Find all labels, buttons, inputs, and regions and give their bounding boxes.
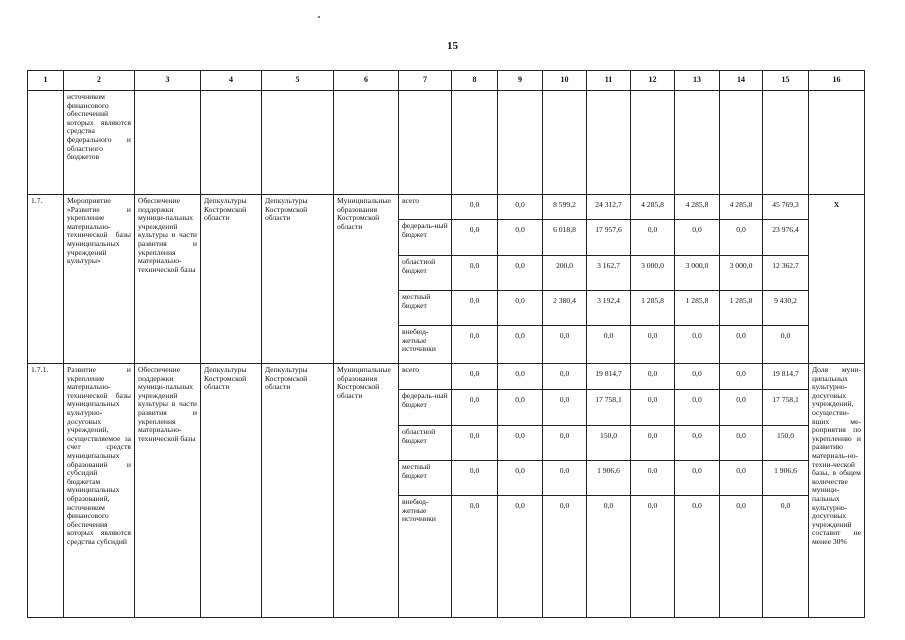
responsible-executor: Депкультуры Костромской области [201, 195, 262, 364]
header-cell: 10 [543, 71, 587, 91]
table-cell [675, 91, 720, 195]
header-cell: 15 [763, 71, 809, 91]
participants: Муниципальные образования Костромской области [334, 195, 399, 364]
value-cell: 0,0 [543, 364, 587, 390]
value-cell: 45 769,3 [763, 195, 809, 220]
indicator-cell: X [809, 195, 865, 364]
value-cell: 0,0 [631, 461, 675, 496]
value-cell: 0,0 [498, 195, 543, 220]
table-cell [587, 91, 631, 195]
table-cell [334, 91, 399, 195]
value-cell: 150,0 [763, 426, 809, 461]
value-cell: 0,0 [631, 326, 675, 364]
source-label: внебюд-жетные источники [399, 496, 452, 618]
value-cell: 0,0 [498, 291, 543, 326]
value-cell: 0,0 [675, 461, 720, 496]
table-cell [135, 91, 201, 195]
indicator-cell: Доля муни-ципальных культурно-досуговых учреждений, осуществи-вших ме-роприятия по укреплению и развитию материаль-но-техни-ческой базы, в общем количестве муници-пальных культурно-досуговых учреждений составит не менее 30% [809, 364, 865, 618]
value-cell: 0,0 [675, 390, 720, 426]
value-cell: 19 814,7 [763, 364, 809, 390]
value-cell: 0,0 [452, 426, 498, 461]
value-cell: 0,0 [498, 364, 543, 390]
header-cell: 9 [498, 71, 543, 91]
value-cell: 2 380,4 [543, 291, 587, 326]
value-cell: 0,0 [543, 496, 587, 618]
value-cell: 0,0 [452, 461, 498, 496]
value-cell: 0,0 [631, 390, 675, 426]
value-cell: 17 758,1 [587, 390, 631, 426]
main-manager: Депкультуры Костромской области [262, 195, 334, 364]
value-cell: 1 285,8 [631, 291, 675, 326]
value-cell: 0,0 [498, 496, 543, 618]
value-cell: 12 362,7 [763, 256, 809, 291]
continuation-row [28, 91, 865, 195]
header-cell: 8 [452, 71, 498, 91]
value-cell: 0,0 [543, 326, 587, 364]
value-cell: 0,0 [631, 496, 675, 618]
value-cell: 17 758,1 [763, 390, 809, 426]
value-cell: 0,0 [498, 390, 543, 426]
measure-purpose: Обеспечение поддержки муници-пальных учреждений культуры в части развития и укрепления материально-технической базы [135, 195, 201, 364]
value-cell: 3 000,0 [675, 256, 720, 291]
header-cell: 2 [64, 71, 135, 91]
value-cell: 0,0 [452, 256, 498, 291]
source-label: областной бюджет [399, 256, 452, 291]
responsible-executor: Депкультуры Костромской области [201, 364, 262, 618]
value-cell: 3 192,4 [587, 291, 631, 326]
value-cell: 4 285,8 [675, 195, 720, 220]
value-cell: 0,0 [587, 496, 631, 618]
value-cell: 6 018,8 [543, 220, 587, 256]
value-cell: 0,0 [631, 426, 675, 461]
value-cell: 0,0 [720, 364, 763, 390]
value-cell: 0,0 [587, 326, 631, 364]
header-cell: 13 [675, 71, 720, 91]
value-cell: 1 285,8 [720, 291, 763, 326]
value-cell: 0,0 [720, 220, 763, 256]
value-cell: 0,0 [720, 390, 763, 426]
value-cell: 0,0 [675, 496, 720, 618]
header-cell: 1 [28, 71, 64, 91]
value-cell: 0,0 [675, 326, 720, 364]
page-number: 15 [447, 40, 458, 52]
value-cell: 0,0 [452, 390, 498, 426]
value-cell: 0,0 [498, 256, 543, 291]
value-cell: 8 599,2 [543, 195, 587, 220]
header-cell: 6 [334, 71, 399, 91]
value-cell: 0,0 [452, 326, 498, 364]
source-label: местный бюджет [399, 291, 452, 326]
main-manager: Депкультуры Костромской области [262, 364, 334, 618]
value-cell: 4 285,8 [631, 195, 675, 220]
value-cell: 0,0 [720, 461, 763, 496]
header-cell: 12 [631, 71, 675, 91]
value-cell: 0,0 [631, 364, 675, 390]
value-cell: 0,0 [452, 291, 498, 326]
value-cell: 0,0 [543, 461, 587, 496]
table-cell [452, 91, 498, 195]
header-cell: 16 [809, 71, 865, 91]
table-row [28, 364, 865, 390]
scan-speck [318, 16, 320, 18]
table-cell [631, 91, 675, 195]
source-label: федераль-ный бюджет [399, 390, 452, 426]
value-cell: 1 906,6 [587, 461, 631, 496]
table-cell [720, 91, 763, 195]
value-cell: 17 957,6 [587, 220, 631, 256]
value-cell: 150,0 [587, 426, 631, 461]
value-cell: 23 976,4 [763, 220, 809, 256]
source-label: местный бюджет [399, 461, 452, 496]
row-number: 1.7. [28, 195, 64, 364]
value-cell: 200,0 [543, 256, 587, 291]
value-cell: 1 906,6 [763, 461, 809, 496]
value-cell: 24 312,7 [587, 195, 631, 220]
value-cell: 0,0 [675, 220, 720, 256]
value-cell: 9 430,2 [763, 291, 809, 326]
measure-purpose: Обеспечение поддержки муници-пальных учреждений культуры в части развития и укрепления материально-технической базы [135, 364, 201, 618]
value-cell: 0,0 [631, 220, 675, 256]
table-cell [809, 91, 865, 195]
table-cell [399, 91, 452, 195]
table-cell [28, 91, 64, 195]
header-cell: 11 [587, 71, 631, 91]
value-cell: 0,0 [452, 195, 498, 220]
participants: Муниципальные образования Костромской области [334, 364, 399, 618]
value-cell: 19 814,7 [587, 364, 631, 390]
value-cell: 0,0 [763, 326, 809, 364]
value-cell: 4 285,8 [720, 195, 763, 220]
header-cell: 4 [201, 71, 262, 91]
program-table [27, 70, 865, 618]
value-cell: 0,0 [498, 326, 543, 364]
value-cell: 0,0 [452, 496, 498, 618]
value-cell: 0,0 [675, 426, 720, 461]
value-cell: 0,0 [543, 426, 587, 461]
value-cell: 0,0 [763, 496, 809, 618]
header-cell: 5 [262, 71, 334, 91]
source-label: всего [399, 364, 452, 390]
value-cell: 0,0 [452, 364, 498, 390]
value-cell: 0,0 [720, 326, 763, 364]
value-cell: 1 285,8 [675, 291, 720, 326]
table-cell [543, 91, 587, 195]
value-cell: 3 000,0 [720, 256, 763, 291]
table-cell [498, 91, 543, 195]
source-label: федераль-ный бюджет [399, 220, 452, 256]
row-number: 1.7.1. [28, 364, 64, 618]
measure-name: Мероприятие «Развитие и укрепление материально-технической базы муниципальных учреждений культуры» [64, 195, 135, 364]
table-row [28, 195, 865, 220]
measure-name: Развитие и укрепление материально-технической базы муниципальных культурно-досуговых учреждений, осуществляемое за счет средств муниципальных образований и субсидий бюджетам муниципальных образований, источником финансового обеспечения которых являются средства субсидий [64, 364, 135, 618]
header-cell: 14 [720, 71, 763, 91]
header-cell: 3 [135, 71, 201, 91]
header-row [28, 71, 865, 91]
source-label: внебюд-жетные источники [399, 326, 452, 364]
table-cell [763, 91, 809, 195]
table-cell [201, 91, 262, 195]
value-cell: 3 162,7 [587, 256, 631, 291]
value-cell: 0,0 [543, 390, 587, 426]
value-cell: 0,0 [498, 220, 543, 256]
source-label: всего [399, 195, 452, 220]
continuation-text: источником финансового обеспечений которых являются средства федерального и областного бюджетов [64, 91, 135, 195]
value-cell: 3 000,0 [631, 256, 675, 291]
value-cell: 0,0 [498, 461, 543, 496]
source-label: областной бюджет [399, 426, 452, 461]
value-cell: 0,0 [720, 496, 763, 618]
value-cell: 0,0 [675, 364, 720, 390]
table-cell [262, 91, 334, 195]
header-cell: 7 [399, 71, 452, 91]
value-cell: 0,0 [498, 426, 543, 461]
value-cell: 0,0 [452, 220, 498, 256]
value-cell: 0,0 [720, 426, 763, 461]
